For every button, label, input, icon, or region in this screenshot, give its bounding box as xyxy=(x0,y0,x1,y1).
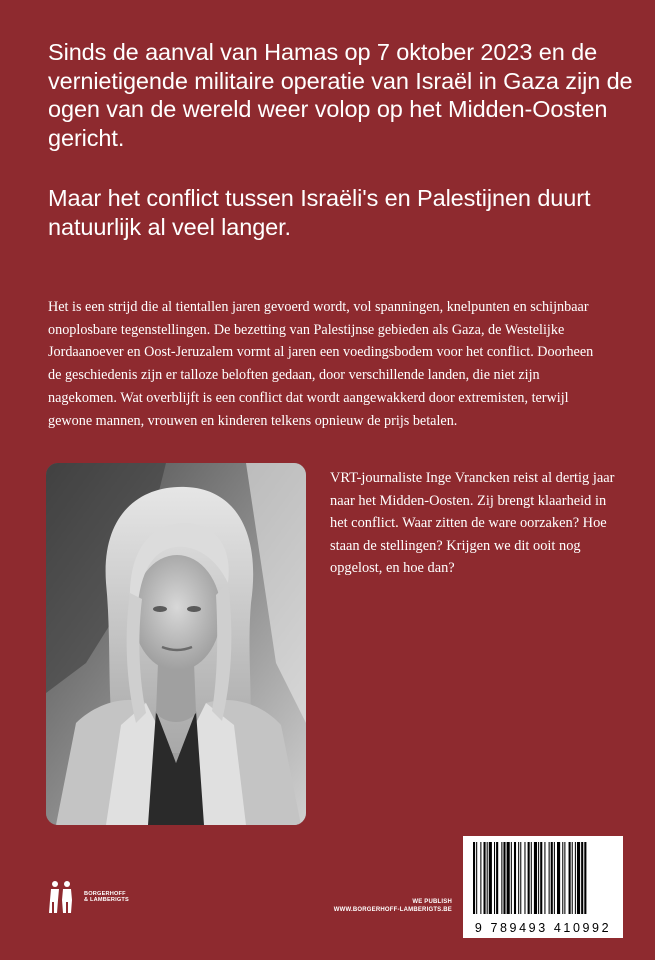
barcode-bar xyxy=(577,842,580,914)
barcode-bar xyxy=(549,842,550,914)
barcode-bar xyxy=(484,842,486,914)
lead-paragraph-2: Maar het conflict tussen Israëli's en Palestijnen duurt natuurlijk al veel langer. xyxy=(48,185,591,240)
publisher-tagline xyxy=(300,898,452,914)
barcode-bar xyxy=(554,842,555,914)
barcode-bar xyxy=(534,842,537,914)
tagline-line1: WE PUBLISH xyxy=(412,899,452,905)
barcode-bar xyxy=(531,842,532,914)
barcode-bar xyxy=(557,842,560,914)
barcode-bars xyxy=(463,836,623,918)
barcode-bar xyxy=(489,842,492,914)
barcode-bar xyxy=(507,842,510,914)
barcode-bar xyxy=(569,842,571,914)
publisher-name-line1: BORGERHOFF xyxy=(84,890,126,897)
publisher-logo xyxy=(46,879,166,915)
author-photo xyxy=(46,463,306,825)
barcode-bar xyxy=(514,842,516,914)
barcode-bar xyxy=(584,842,586,914)
barcode-bar xyxy=(564,842,565,914)
barcode-bar xyxy=(487,842,488,914)
barcode-bar xyxy=(551,842,553,914)
publisher-website: WWW.BORGERHOFF-LAMBERIGTS.BE xyxy=(333,907,452,913)
barcode-bar xyxy=(562,842,563,914)
barcode-bar xyxy=(511,842,512,914)
barcode-bar xyxy=(544,842,545,914)
barcode-bar xyxy=(473,842,475,914)
barcode-bar xyxy=(528,842,530,914)
body-paragraph: Het is een strijd die al tientallen jaren gevoerd wordt, vol spanningen, knelpunten en schijnbaar onoplosbare tegenstellingen. De bezetting van Palestijnse gebieden als Gaza, de Westelijke Jordaanoever en Oost-Jeruzalem vormt al jaren een voedingsbodem voor het conflict. Doorheen de geschiedenis zijn er talloze beloften gedaan, door verschillende landen, die niet zijn nagekomen. Wat overblijft is een conflict dat wordt aangewakkerd door extremisten, terwijl gewone mannen, vrouwen en kinderen telkens opnieuw de prijs betalen. xyxy=(48,299,594,429)
barcode-bar xyxy=(496,842,498,914)
barcode-bar xyxy=(518,842,519,914)
barcode-bar xyxy=(503,842,505,914)
publisher-figures-icon xyxy=(46,880,76,914)
publisher-name-line2: & LAMBERIGTS xyxy=(84,897,129,903)
isbn-number: 9 789493 410992 xyxy=(474,921,612,935)
barcode-bar xyxy=(524,842,525,914)
barcode-bar xyxy=(572,842,573,914)
barcode-bar xyxy=(520,842,521,914)
barcode-bar xyxy=(480,842,481,914)
barcode-bar xyxy=(575,842,576,914)
barcode-bar xyxy=(476,842,477,914)
barcode-bar xyxy=(540,842,542,914)
isbn-barcode xyxy=(463,836,623,938)
barcode-bar xyxy=(581,842,583,914)
barcode-bar xyxy=(501,842,502,914)
author-bio: VRT-journaliste Inge Vrancken reist al dertig jaar naar het Midden-Oosten. Zij brengt klaarheid in het conflict. Waar zitten de ware oorzaken? Hoe staan de stellingen? Krijgen we dit ooit nog opgelost, en hoe dan? xyxy=(330,470,615,577)
barcode-bar xyxy=(538,842,539,914)
lead-paragraph-1: Sinds de aanval van Hamas op 7 oktober 2023 en de vernietigende militaire operatie van Israël in Gaza zijn de ogen van de wereld weer volop op het Midden-Oosten gericht. xyxy=(48,39,633,151)
barcode-bar xyxy=(494,842,495,914)
